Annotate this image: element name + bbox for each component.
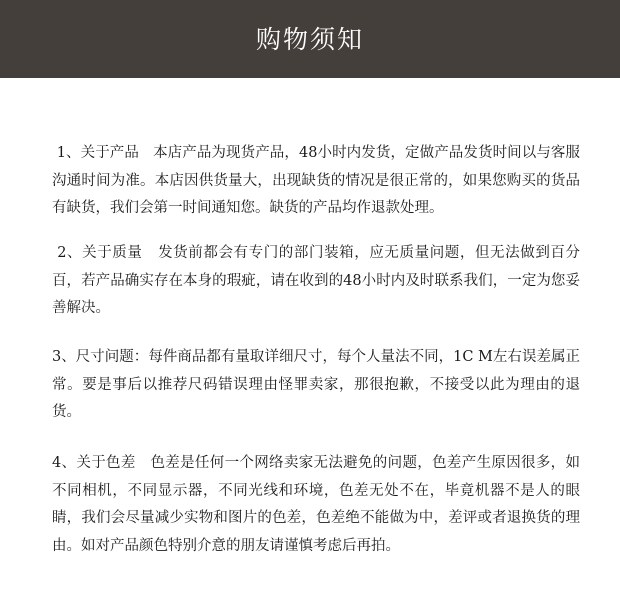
- section-heading: 1、关于产品: [52, 145, 139, 161]
- section-heading: 2、关于质量: [52, 245, 143, 261]
- notice-section-color: [52, 450, 580, 560]
- section-body: 每件商品都有量取详细尺寸，每个人量法不同，1C M左右误差属正常。要是事后以推荐尺码错误理由怪罪卖家，那很抱歉，不接受以此为理由的退货。: [52, 349, 580, 420]
- section-body: 本店产品为现货产品，48小时内发货，定做产品发货时间以与客服沟通时间为准。本店因供货量大，出现缺货的情况是很正常的，如果您购买的货品有缺货，我们会第一时间通知您。缺货的产品均作退款处理。: [52, 145, 581, 216]
- section-body: 色差是任何一个网络卖家无法避免的问题，色差产生原因很多，如不同相机，不同显示器，不同光线和环境，色差无处不在，毕竟机器不是人的眼睛，我们会尽量减少实物和图片的色差，色差绝不能做为中，差评或者退换货的理由。如对产品颜色特别介意的朋友请谨慎考虑后再拍。: [52, 455, 580, 554]
- page-header: [0, 0, 620, 78]
- notice-section-quality: [52, 240, 580, 323]
- section-heading: 4、关于色差: [52, 455, 136, 471]
- page-title: 购物须知: [255, 24, 364, 54]
- notice-section-size: [52, 344, 580, 427]
- section-body: 发货前都会有专门的部门装箱，应无质量问题，但无法做到百分百，若产品确实存在本身的瑕疵，请在收到的48小时内及时联系我们，一定为您妥善解决。: [52, 245, 581, 316]
- shopping-notice-content: [0, 78, 620, 596]
- section-heading: 3、尺寸问题：: [52, 349, 149, 365]
- notice-section-product: [52, 140, 580, 223]
